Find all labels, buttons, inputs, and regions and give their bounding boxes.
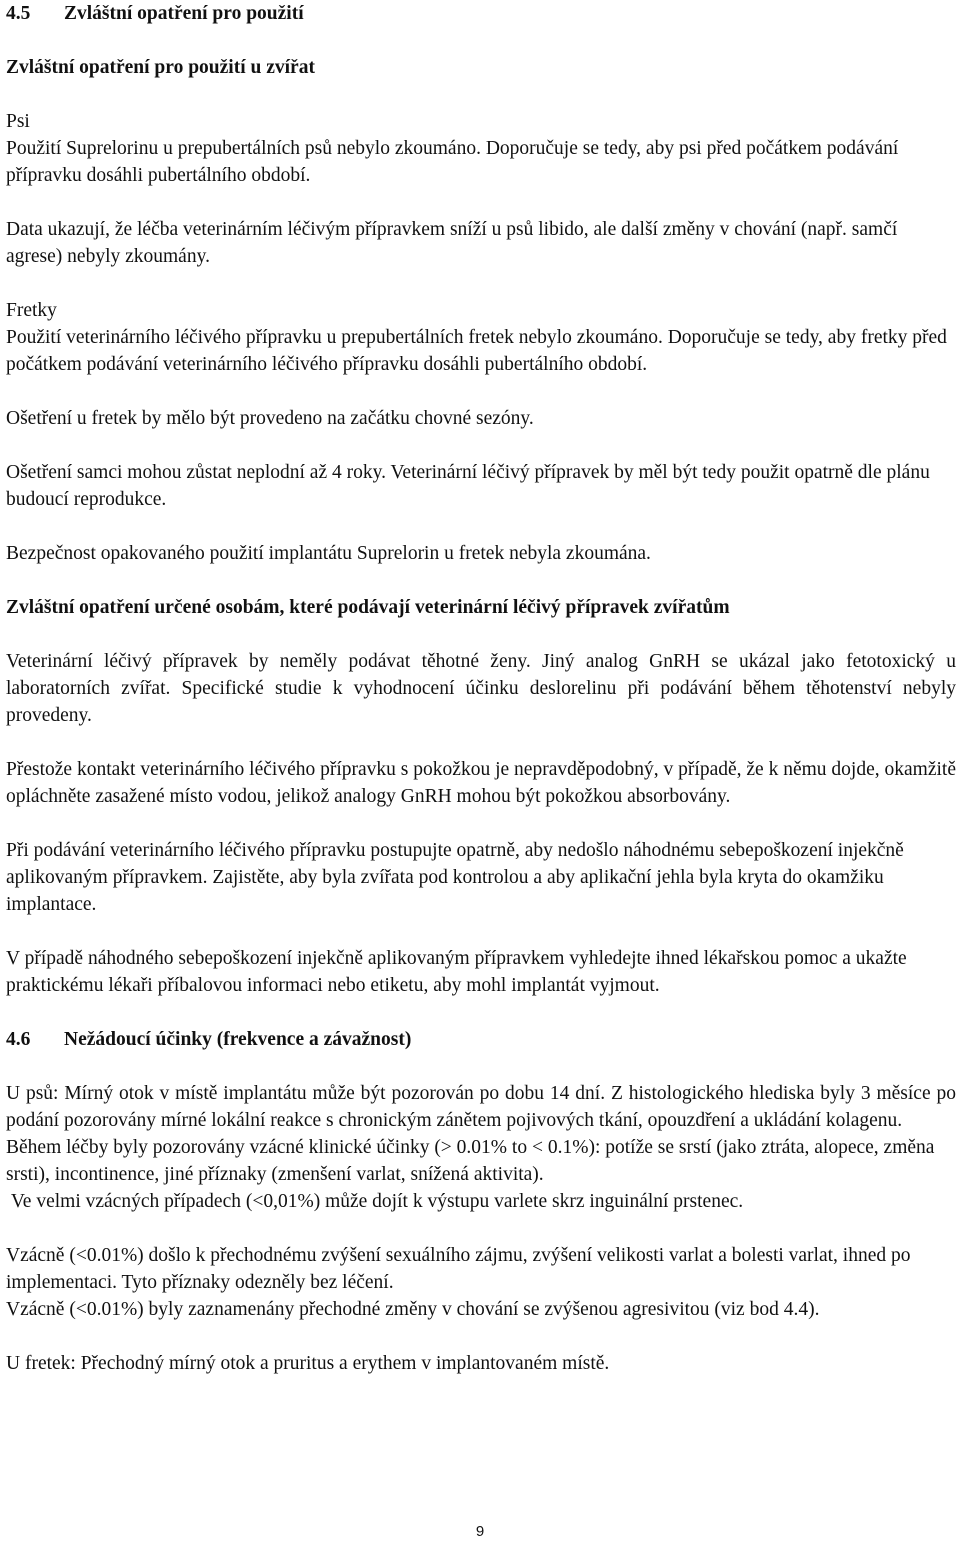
- persons-heading: Zvláštní opatření určené osobám, které podávají veterinární léčivý přípravek zvířatům: [6, 597, 730, 618]
- ferrets-paragraph-1: Použití veterinárního léčivého přípravku u prepubertálních fretek nebylo zkoumáno. Doporučuje se tedy, aby fretky před počátkem podávání veterinárního léčivého přípravku dosáhli pubertálního období.: [6, 327, 947, 375]
- ferrets-label: Fretky: [6, 300, 57, 321]
- ferrets-paragraph-3: Ošetření samci mohou zůstat neplodní až 4 roky. Veterinární léčivý přípravek by měl být tedy použit opatrně dle plánu budoucí reprodukce.: [6, 462, 930, 510]
- adverse-paragraph-6: U fretek: Přechodný mírný otok a pruritus a erythem v implantovaném místě.: [6, 1353, 610, 1374]
- persons-paragraph-3: Při podávání veterinárního léčivého přípravku postupujte opatrně, aby nedošlo náhodnému sebepoškození injekčně aplikovaným přípravkem. Zajistěte, aby byla zvířata pod kontrolou a aby aplikační jehla byla kryta do okamžiku implantace.: [6, 840, 904, 915]
- section-4-5-heading: [6, 0, 956, 27]
- ferrets-paragraph-4: Bezpečnost opakovaného použití implantátu Suprelorin u fretek nebyla zkoumána.: [6, 543, 651, 564]
- section-title: Zvláštní opatření pro použití: [64, 3, 304, 24]
- adverse-paragraph-4: Vzácně (<0.01%) došlo k přechodnému zvýšení sexuálního zájmu, zvýšení velikosti varlat a bolesti varlat, ihned po implementaci. Tyto příznaky odezněly bez léčení.: [6, 1245, 911, 1293]
- section-number: 4.5: [6, 3, 31, 24]
- animals-heading: Zvláštní opatření pro použití u zvířat: [6, 57, 315, 78]
- adverse-paragraph-1: U psů: Mírný otok v místě implantátu může být pozorován po dobu 14 dní. Z histologického hlediska byly 3 měsíce po podání pozorovány mírné lokální reakce s chronickým zánětem pojivových tkání, opouzdření a ukládání kolagenu.: [6, 1083, 956, 1131]
- page-number: 9: [475, 1523, 485, 1540]
- dogs-label: Psi: [6, 111, 30, 132]
- section-number: 4.6: [6, 1029, 31, 1050]
- document-page: [6, 0, 956, 1377]
- adverse-paragraph-3: Ve velmi vzácných případech (<0,01%) může dojít k výstupu varlete skrz inguinální prstenec.: [6, 1191, 744, 1212]
- section-title: Nežádoucí účinky (frekvence a závažnost): [64, 1029, 412, 1050]
- persons-paragraph-1: Veterinární léčivý přípravek by neměly podávat těhotné ženy. Jiný analog GnRH se ukázal jako fetotoxický u laboratorních zvířat. Specifické studie k vyhodnocení účinku deslorelinu při podávání během těhotenství nebyly provedeny.: [6, 651, 956, 726]
- section-4-6-heading: [6, 1026, 956, 1053]
- adverse-paragraph-2: Během léčby byly pozorovány vzácné klinické účinky (> 0.01% to < 0.1%): potíže se srstí (jako ztráta, alopece, změna srsti), incontinence, jiné příznaky (zmenšení varlat, snížená aktivita).: [6, 1137, 935, 1185]
- dogs-paragraph-1: Použití Suprelorinu u prepubertálních psů nebylo zkoumáno. Doporučuje se tedy, aby psi před počátkem podávání přípravku dosáhli pubertálního období.: [6, 138, 899, 186]
- dogs-paragraph-2: Data ukazují, že léčba veterinárním léčivým přípravkem sníží u psů libido, ale další změny v chování (např. samčí agrese) nebyly zkoumány.: [6, 219, 898, 267]
- ferrets-paragraph-2: Ošetření u fretek by mělo být provedeno na začátku chovné sezóny.: [6, 408, 534, 429]
- persons-paragraph-4: V případě náhodného sebepoškození injekčně aplikovaným přípravkem vyhledejte ihned lékařskou pomoc a ukažte praktickému lékaři příbalovou informaci nebo etiketu, aby mohl implantát vyjmout.: [6, 948, 907, 996]
- persons-paragraph-2: Přestože kontakt veterinárního léčivého přípravku s pokožkou je nepravděpodobný, v případě, že k němu dojde, okamžitě opláchněte zasažené místo vodou, jelikož analogy GnRH mohou být pokožkou absorbovány.: [6, 759, 956, 807]
- adverse-paragraph-5: Vzácně (<0.01%) byly zaznamenány přechodné změny v chování se zvýšenou agresivitou (viz bod 4.4).: [6, 1299, 820, 1320]
